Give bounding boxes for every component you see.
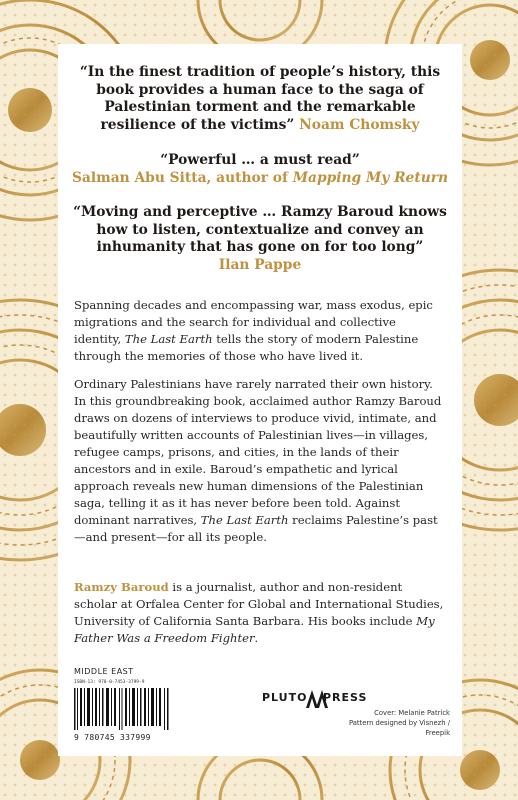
cover-credit: Cover: Melanie Patrick: [374, 709, 450, 717]
author-bio: Ramzy Baroud is a journalist, author and non-resident scholar at Orfalea Center for Global and International Studies, University of California Santa Barbara. His books include My Father Was a Freedom Fighter.: [74, 580, 444, 645]
book-title: Mapping My Return: [292, 169, 449, 186]
quote-text: “Moving and perceptive … Ramzy Baroud knows how to listen, contextualize and convey an inhumanity that has gone on for too long”: [73, 204, 447, 255]
barcode-number: 9 780745 337999: [74, 733, 151, 742]
pattern-credit: Pattern designed by Visnezh / Freepik: [348, 719, 450, 737]
cover-credits: [330, 708, 450, 738]
blurb-paragraph-1: Spanning decades and encompassing war, mass exodus, epic migrations and the search for individual and collective identity, The Last Earth tells the story of modern Palestine through the memories of those who have lived it.: [74, 298, 433, 363]
category-label: MIDDLE EAST: [74, 667, 134, 676]
author-name: Ramzy Baroud: [74, 580, 169, 594]
quote-abu-sitta: [70, 152, 450, 187]
quote-text: “In the finest tradition of people’s history, this book provides a human face to the saga of Palestinian torment and the remarkable resilience of the victims”: [79, 64, 441, 133]
barcode: [74, 688, 172, 730]
quote-author: Ilan Pappe: [218, 256, 302, 273]
publisher-name-right: PRESS: [323, 691, 368, 704]
quote-text: “Powerful … a must read”: [160, 152, 360, 168]
publisher-name-left: PLUTO: [262, 691, 308, 704]
isbn-text: ISBN-13: 978-0-7453-3799-9: [74, 680, 145, 685]
quote-author: Salman Abu Sitta, author of Mapping My Return: [71, 169, 449, 186]
quote-chomsky: [70, 64, 450, 134]
quote-author: Noam Chomsky: [299, 116, 420, 133]
blurb-paragraph-2: Ordinary Palestinians have rarely narrated their own history. In this groundbreaking book, acclaimed author Ramzy Baroud draws on dozens of interviews to produce vivid, intimate, and beautifully written accounts of Palestinian lives—in villages, refugee camps, prisons, and cities, in the lands of their ancestors and in exile. Baroud’s empathetic and lyrical approach reveals new human dimensions of the Palestinian saga, telling it as it has never before been told. Against dominant narratives, The Last Earth reclaims Palestine’s past—and present—for all its people.: [74, 377, 442, 544]
quote-pappe: [70, 204, 450, 274]
